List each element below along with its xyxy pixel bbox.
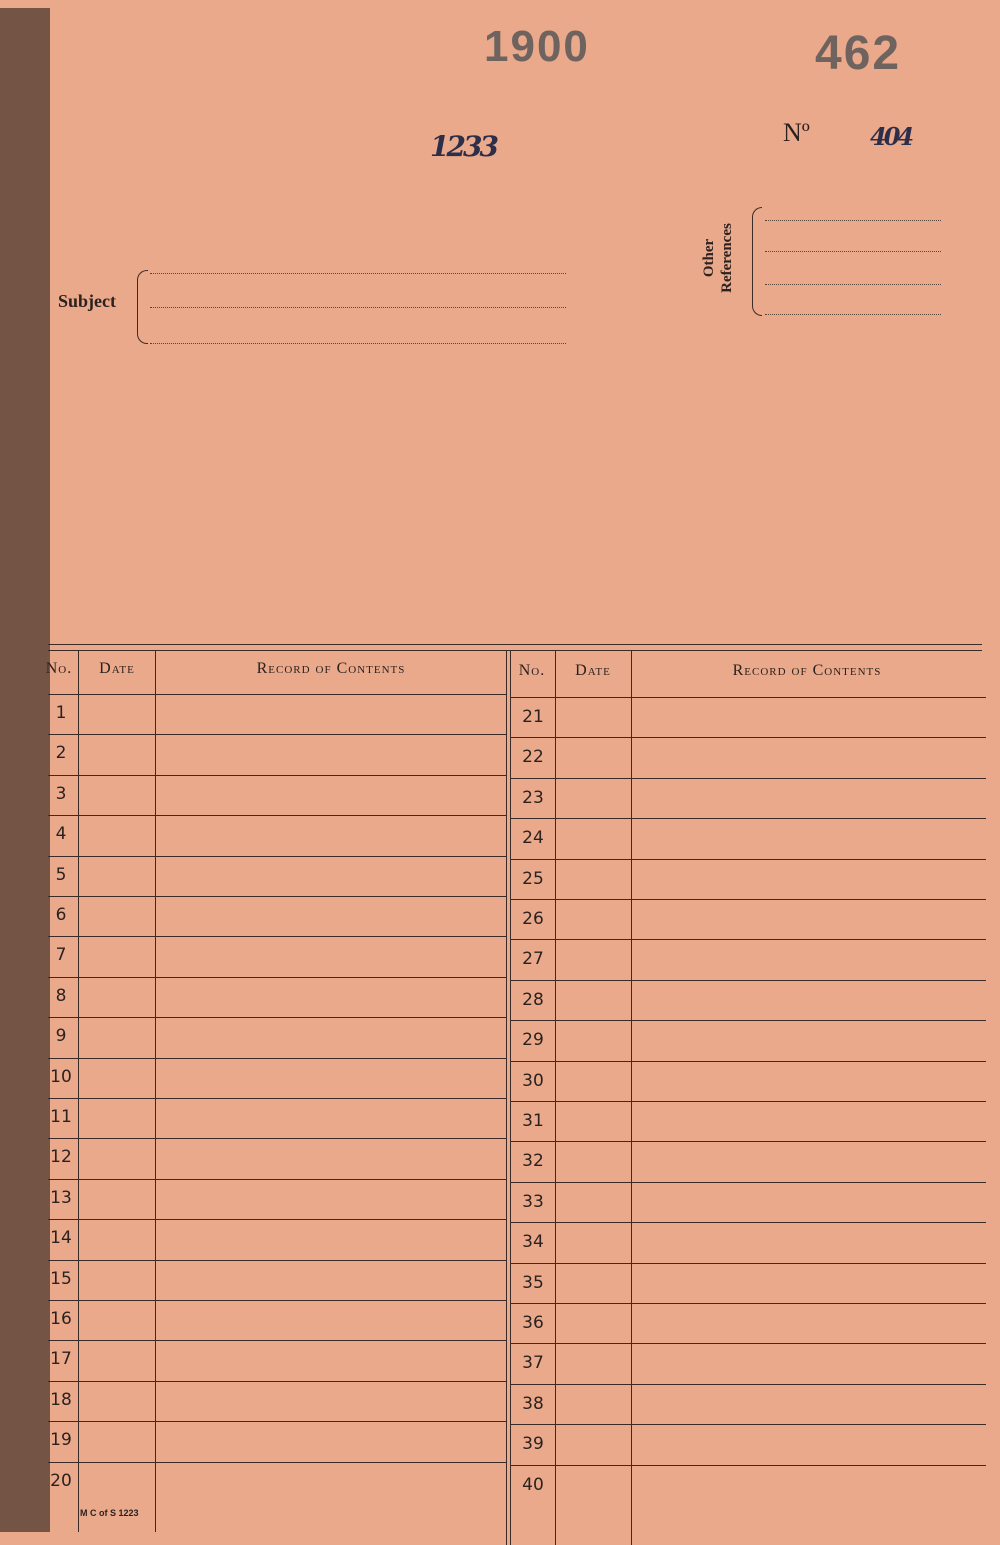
other-references-label: Other References (701, 223, 735, 293)
table-row (48, 1017, 506, 1018)
left-no-divider (78, 650, 79, 1532)
table-row (48, 856, 506, 857)
table-row (48, 1179, 506, 1180)
row-number: 25 (522, 868, 544, 889)
table-row (510, 1061, 986, 1062)
subject-line-2[interactable] (150, 307, 566, 308)
table-row (48, 1098, 506, 1099)
row-number: 12 (50, 1147, 72, 1168)
right-date-header: Date (575, 662, 611, 679)
row-number: 18 (50, 1389, 72, 1410)
table-row (510, 1222, 986, 1223)
left-contents-header: Record of Contents (256, 660, 406, 677)
subject-brace (137, 270, 148, 344)
row-number: 19 (50, 1430, 72, 1451)
handwritten-number: 404 (870, 122, 912, 151)
row-number: 40 (522, 1474, 544, 1495)
row-number: 39 (522, 1434, 544, 1455)
table-row (48, 1260, 506, 1261)
table-row (510, 1182, 986, 1183)
table-row (48, 775, 506, 776)
other-ref-line-3[interactable] (765, 284, 941, 285)
table-row (510, 980, 986, 981)
row-number: 37 (522, 1353, 544, 1374)
table-row (48, 936, 506, 937)
row-number: 35 (522, 1272, 544, 1293)
row-number: 22 (522, 747, 544, 768)
row-number: 20 (50, 1470, 72, 1491)
row-number: 3 (55, 783, 67, 804)
row-number: 16 (50, 1309, 72, 1329)
table-row (510, 899, 986, 900)
row-number: 8 (55, 985, 67, 1006)
other-ref-line-1[interactable] (765, 220, 941, 221)
left-date-header: Date (99, 660, 135, 677)
right-no-header: No. (518, 662, 546, 679)
row-number: 31 (522, 1111, 544, 1131)
table-row (48, 1462, 506, 1463)
table-row (510, 778, 986, 779)
left-date-divider (155, 650, 156, 1532)
row-number: 11 (50, 1107, 72, 1127)
table-row (48, 1058, 506, 1059)
table-row (510, 1020, 986, 1021)
row-number: 5 (55, 864, 67, 885)
file-number-stamp: 462 (815, 27, 902, 80)
table-row (48, 1300, 506, 1301)
row-number: 1 (55, 703, 67, 723)
number-label: Nº (783, 118, 810, 147)
row-number: 6 (55, 905, 67, 925)
subject-label: Subject (58, 291, 116, 311)
row-number: 29 (522, 1030, 544, 1051)
table-row (48, 734, 506, 735)
table-row (48, 977, 506, 978)
row-number: 9 (55, 1026, 67, 1047)
row-number: 27 (522, 949, 544, 970)
table-row (510, 1101, 986, 1102)
row-number: 34 (522, 1232, 544, 1253)
row-number: 2 (55, 743, 67, 764)
subject-line-3[interactable] (150, 343, 566, 344)
other-references-brace (752, 207, 762, 316)
table-row (48, 1381, 506, 1382)
table-row (48, 896, 506, 897)
row-number: 13 (50, 1187, 72, 1208)
table-row (510, 818, 986, 819)
table-row (510, 1465, 986, 1466)
year-stamp: 1900 (484, 22, 590, 71)
table-row (48, 694, 506, 695)
table-row (510, 1263, 986, 1264)
row-number: 4 (55, 824, 67, 845)
right-contents-header: Record of Contents (732, 662, 882, 679)
table-row (48, 1138, 506, 1139)
table-top-rule-2 (48, 650, 982, 651)
row-number: 38 (522, 1393, 544, 1414)
table-row (510, 1384, 986, 1385)
row-number: 30 (522, 1070, 544, 1091)
row-number: 24 (522, 828, 544, 849)
form-code: M C of S 1223 (80, 1508, 139, 1518)
row-number: 26 (522, 909, 544, 929)
right-date-divider (631, 650, 632, 1545)
row-number: 7 (55, 945, 67, 966)
center-divider-1 (506, 650, 507, 1545)
table-row (510, 737, 986, 738)
handwritten-reference: 1233 (430, 130, 496, 163)
other-ref-line-2[interactable] (765, 251, 941, 252)
subject-line-1[interactable] (150, 273, 566, 274)
table-row (48, 1421, 506, 1422)
row-number: 33 (522, 1191, 544, 1212)
table-top-rule (48, 644, 982, 645)
left-no-header: No. (45, 660, 73, 677)
binding-spine (0, 8, 50, 1532)
table-row (510, 1303, 986, 1304)
row-number: 17 (50, 1349, 72, 1370)
row-number: 21 (522, 707, 544, 727)
table-row (510, 1343, 986, 1344)
row-number: 15 (50, 1268, 72, 1289)
row-number: 23 (522, 787, 544, 808)
table-row (510, 859, 986, 860)
other-ref-line-4[interactable] (765, 314, 941, 315)
table-row (48, 815, 506, 816)
table-row (48, 1219, 506, 1220)
row-number: 14 (50, 1228, 72, 1249)
table-row (510, 1424, 986, 1425)
row-number: 36 (522, 1313, 544, 1333)
right-no-divider (555, 650, 556, 1545)
row-number: 28 (522, 989, 544, 1010)
table-row (48, 1340, 506, 1341)
table-row (510, 697, 986, 698)
row-number: 10 (50, 1066, 72, 1087)
row-number: 32 (522, 1151, 544, 1172)
table-row (510, 939, 986, 940)
center-divider-2 (510, 650, 511, 1545)
table-row (510, 1141, 986, 1142)
